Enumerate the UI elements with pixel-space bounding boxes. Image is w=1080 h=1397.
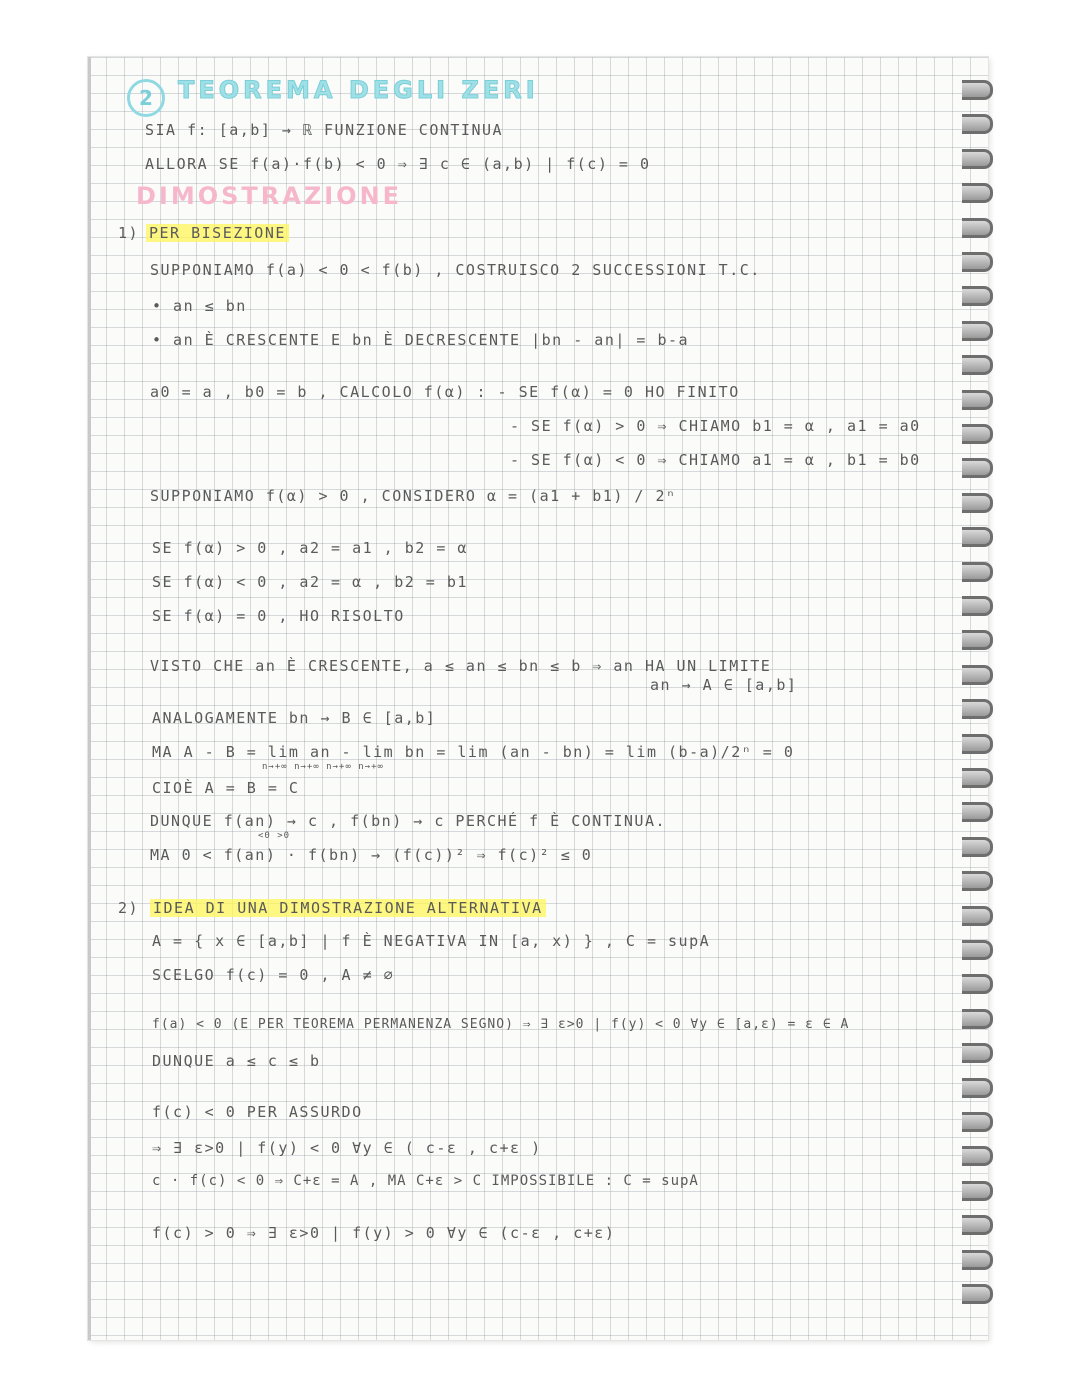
note-line: • an ≤ bn <box>152 297 247 315</box>
spiral-ring <box>962 562 993 582</box>
section-number-badge: 2 <box>127 79 165 117</box>
note-line: DUNQUE f(an) → c , f(bn) → c PERCHÉ f È CONTINUA. <box>150 812 667 830</box>
spiral-ring <box>962 218 993 238</box>
spiral-ring <box>962 630 993 650</box>
spiral-ring <box>962 458 993 478</box>
note-line: - SE f(α) < 0 ⇒ CHIAMO a1 = α , b1 = b0 <box>510 451 921 469</box>
statement-line: SIA f: [a,b] → ℝ FUNZIONE CONTINUA <box>145 121 504 139</box>
spiral-ring <box>962 940 993 960</box>
note-line: f(c) > 0 ⇒ ∃ ε>0 | f(y) > 0 ∀y ∈ (c-ε , c+ε) <box>152 1224 616 1242</box>
note-line: MA A - B = lim an - lim bn = lim (an - bn) = lim (b-a)/2ⁿ = 0 <box>152 743 795 761</box>
spiral-ring <box>962 424 993 444</box>
note-line: c · f(c) < 0 ⇒ C+ε = A , MA C+ε > C IMPOSSIBILE : C = supA <box>152 1173 699 1189</box>
spiral-ring <box>962 768 993 788</box>
spiral-ring <box>962 837 993 857</box>
note-line: SCELGO f(c) = 0 , A ≠ ∅ <box>152 966 395 984</box>
spiral-ring <box>962 1078 993 1098</box>
note-line: SUPPONIAMO f(a) < 0 < f(b) , COSTRUISCO 2 SUCCESSIONI T.C. <box>150 261 761 279</box>
spiral-ring <box>962 699 993 719</box>
spiral-ring <box>962 80 993 100</box>
spiral-ring <box>962 149 993 169</box>
spiral-ring <box>962 665 993 685</box>
note-line: ANALOGAMENTE bn → B ∈ [a,b] <box>152 709 437 727</box>
note-line: MA 0 < f(an) · f(bn) → (f(c))² ⇒ f(c)² ≤ 0 <box>150 846 593 864</box>
spiral-ring <box>962 802 993 822</box>
spiral-ring <box>962 390 993 410</box>
spiral-ring <box>962 355 993 375</box>
note-line: SE f(α) < 0 , a2 = α , b2 = b1 <box>152 573 468 591</box>
note-line: f(a) < 0 (E PER TEOREMA PERMANENZA SEGNO) ⇒ ∃ ε>0 | f(y) < 0 ∀y ∈ [a,ε) = ε ∈ A <box>152 1017 850 1032</box>
spiral-ring <box>962 286 993 306</box>
spiral-ring <box>962 114 993 134</box>
spiral-ring <box>962 1250 993 1270</box>
part1-label: 1) <box>118 224 140 242</box>
note-subscript: <0 >0 <box>258 831 291 841</box>
note-line: • an È CRESCENTE E bn È DECRESCENTE |bn - an| = b-a <box>152 331 690 349</box>
spiral-ring <box>962 871 993 891</box>
spiral-ring <box>962 1009 993 1029</box>
part2-label: 2) <box>118 899 140 917</box>
part2-title: IDEA DI UNA DIMOSTRAZIONE ALTERNATIVA <box>150 899 546 917</box>
note-line: SE f(α) = 0 , HO RISOLTO <box>152 607 405 625</box>
spiral-ring <box>962 183 993 203</box>
spiral-ring <box>962 974 993 994</box>
note-line: DUNQUE a ≤ c ≤ b <box>152 1052 321 1070</box>
note-line: - SE f(α) > 0 ⇒ CHIAMO b1 = α , a1 = a0 <box>510 417 921 435</box>
spiral-ring <box>962 1043 993 1063</box>
spiral-ring <box>962 493 993 513</box>
spiral-ring <box>962 1284 993 1304</box>
part1-title: PER BISEZIONE <box>146 224 289 242</box>
spiral-ring <box>962 1181 993 1201</box>
statement-line: ALLORA SE f(a)·f(b) < 0 ⇒ ∃ c ∈ (a,b) | f(c) = 0 <box>145 155 651 173</box>
spiral-binding <box>962 80 1002 1320</box>
note-line: VISTO CHE an È CRESCENTE, a ≤ an ≤ bn ≤ b ⇒ an HA UN LIMITE <box>150 657 772 675</box>
note-line: A = { x ∈ [a,b] | f È NEGATIVA IN [a, x) } , C = supA <box>152 932 711 950</box>
spiral-ring <box>962 321 993 341</box>
spiral-ring <box>962 1112 993 1132</box>
spiral-ring <box>962 906 993 926</box>
spiral-ring <box>962 596 993 616</box>
spiral-ring <box>962 527 993 547</box>
note-subscript: n→+∞ n→+∞ n→+∞ n→+∞ <box>262 762 384 772</box>
note-line: SE f(α) > 0 , a2 = a1 , b2 = α <box>152 539 468 557</box>
note-line: f(c) < 0 PER ASSURDO <box>152 1103 363 1121</box>
spiral-ring <box>962 1215 993 1235</box>
spiral-ring <box>962 252 993 272</box>
proof-heading: DIMOSTRAZIONE <box>136 182 403 210</box>
note-line: SUPPONIAMO f(α) > 0 , CONSIDERO α = (a1 + b1) / 2ⁿ <box>150 487 677 505</box>
theorem-title: TEOREMA DEGLI ZERI <box>178 76 539 104</box>
spiral-ring <box>962 734 993 754</box>
note-line: CIOÈ A = B = C <box>152 779 300 797</box>
note-line: an → A ∈ [a,b] <box>650 676 798 694</box>
note-line: a0 = a , b0 = b , CALCOLO f(α) : - SE f(α) = 0 HO FINITO <box>150 383 740 401</box>
note-line: ⇒ ∃ ε>0 | f(y) < 0 ∀y ∈ ( c-ε , c+ε ) <box>152 1139 542 1157</box>
spiral-ring <box>962 1146 993 1166</box>
